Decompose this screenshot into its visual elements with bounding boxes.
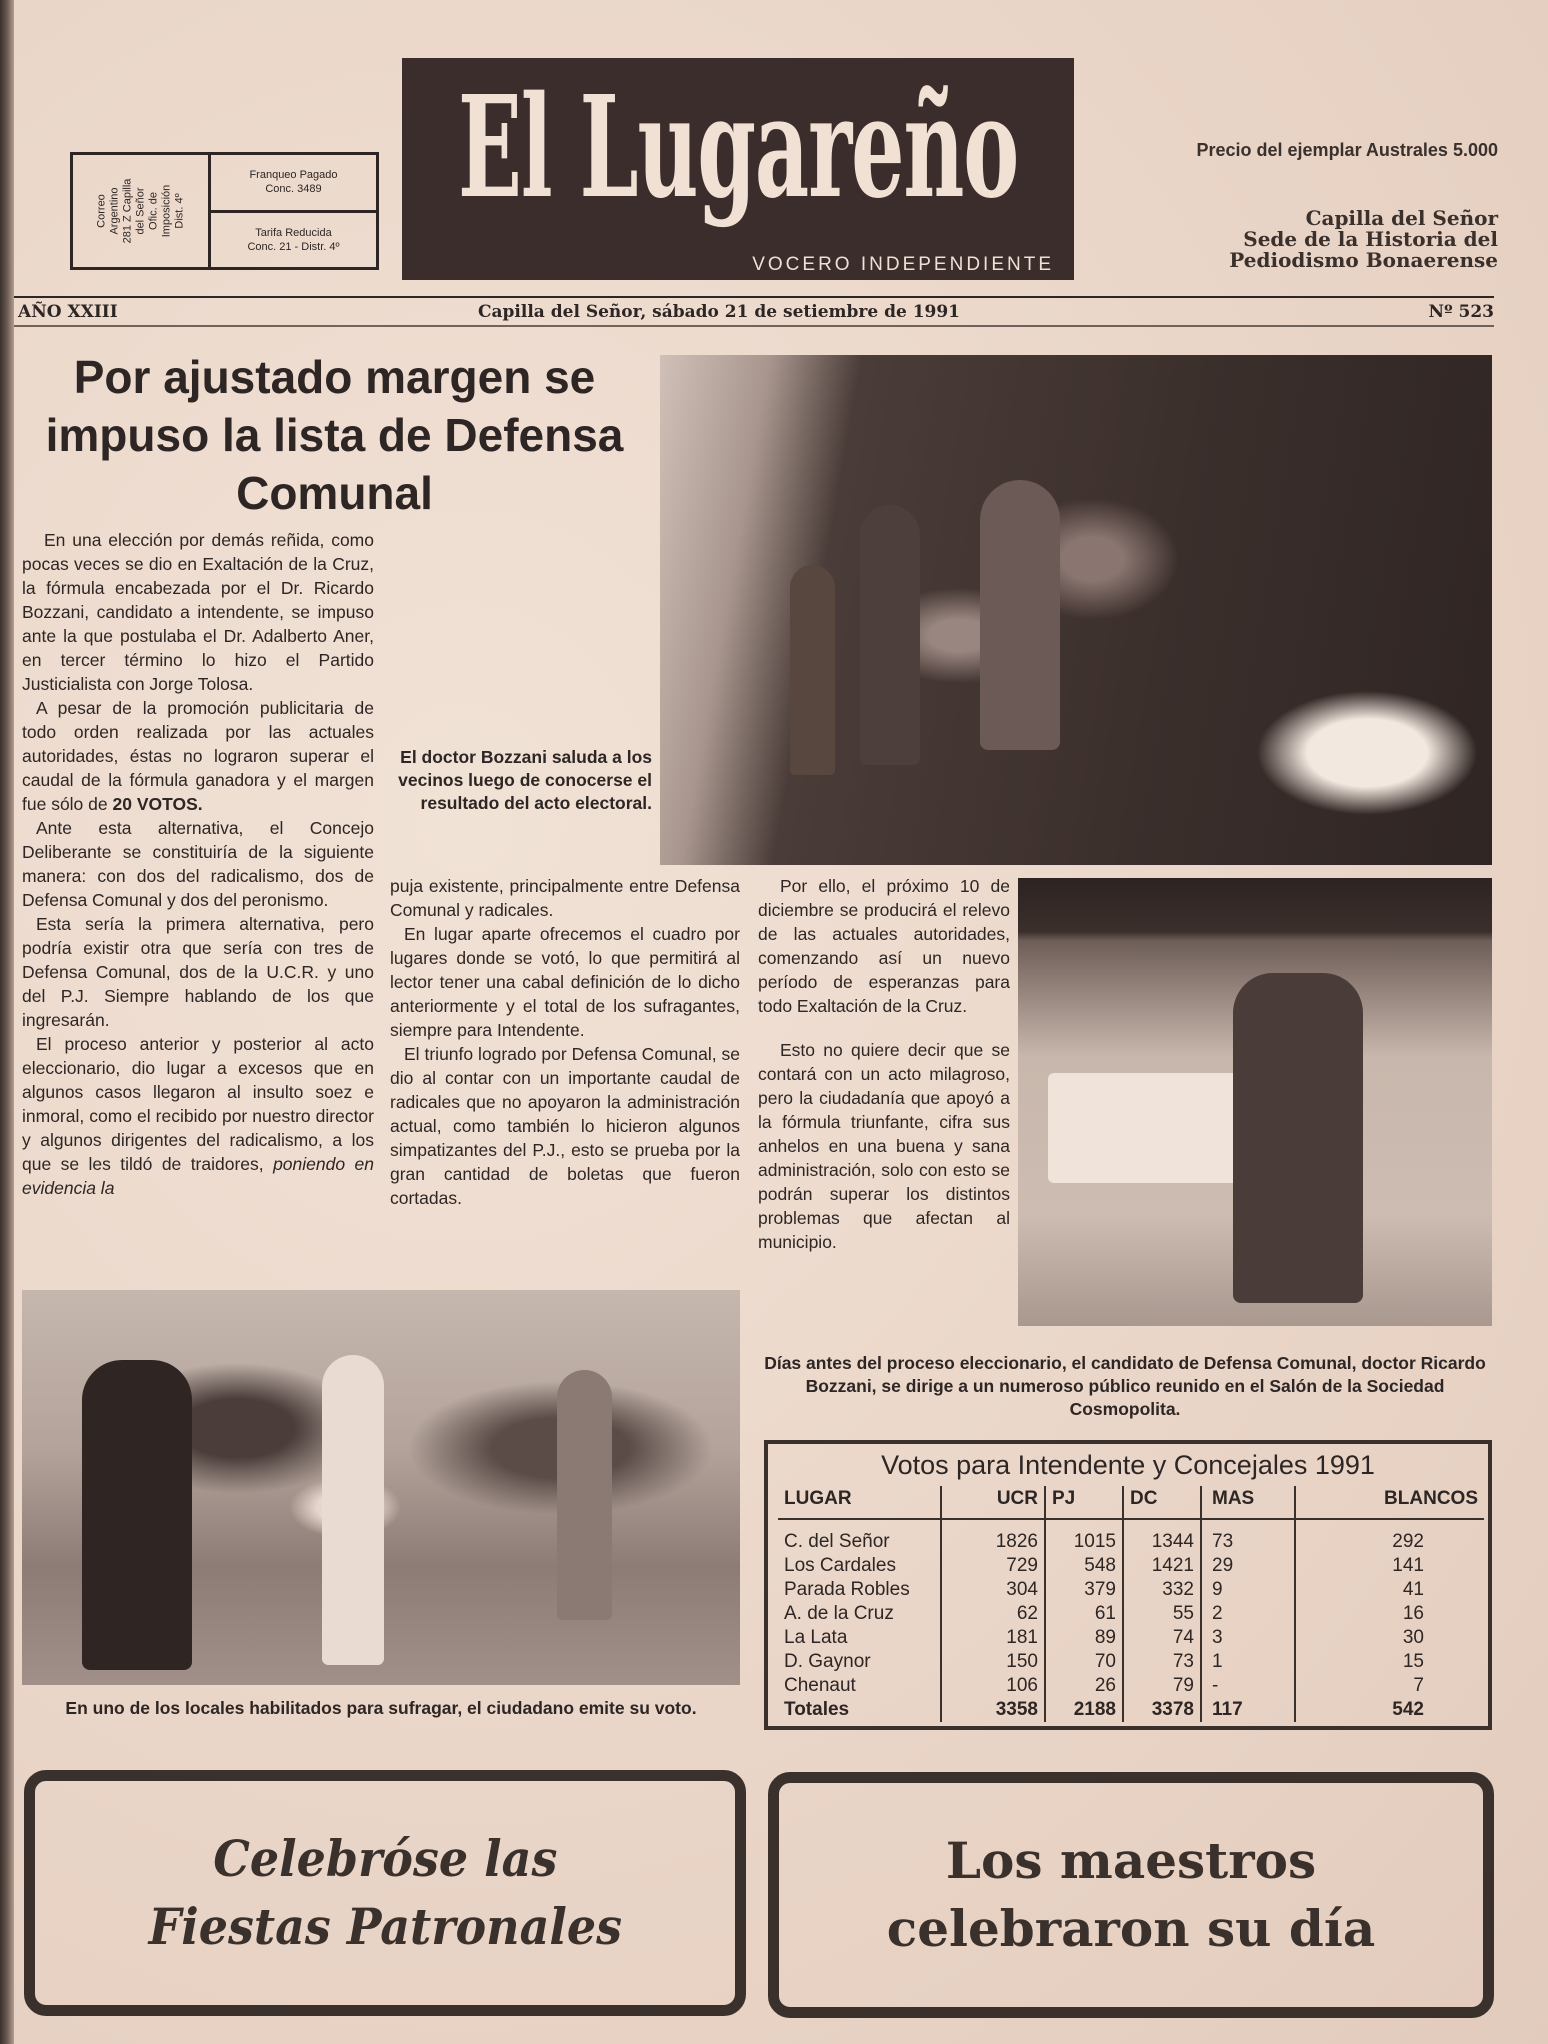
caption-speaker-photo: Días antes del proceso eleccionario, el candidato de Defensa Comunal, doctor Ricardo Bozzani, se dirige a un numeroso público reunido en el Salón de la Sociedad Cosmopolita.	[764, 1353, 1486, 1419]
postal-line: Argentino	[108, 187, 120, 235]
postal-tarifa-cell	[211, 210, 376, 268]
paragraph-text: El proceso anterior y posterior al acto eleccionario, dio lugar a excesos que en algunos casos llegaron al insulto soez e inmoral, como el recibido por nuestro director y algunos dirigentes del radicalismo, a los que se les tildó de traidores,	[22, 1034, 374, 1174]
place-date: Capilla del Señor, sábado 21 de setiembre de 1991	[478, 302, 961, 322]
photo-figure	[1233, 973, 1363, 1303]
postal-line: Ofic. de	[147, 192, 159, 230]
teaser-line: celebraron su día	[886, 1899, 1376, 1958]
paragraph-bold: 20 VOTOS.	[112, 794, 203, 814]
teaser-headline	[148, 1825, 621, 1961]
cell-ucr: 3358	[941, 1698, 1045, 1722]
cell-ucr: 150	[941, 1650, 1045, 1674]
photo-voting-room	[22, 1290, 740, 1685]
price-line: Precio del ejemplar Australes 5.000	[1196, 140, 1498, 160]
year-label: AÑO XXIII	[18, 302, 118, 322]
postal-tarifa-line: Conc. 21 - Distr. 4º	[247, 240, 340, 253]
cell-lugar: Los Cardales	[784, 1555, 896, 1576]
photo-bozzani-speech	[1018, 878, 1492, 1326]
caption-voting-photo: En uno de los locales habilitados para sufragar, el ciudadano emite su voto.	[65, 1698, 697, 1718]
header-lugar: LUGAR	[778, 1486, 941, 1519]
cell-lugar: A. de la Cruz	[784, 1603, 894, 1624]
masthead-title: El Lugareño	[457, 66, 1019, 230]
motto-line: Pediodismo Bonaerense	[1229, 248, 1498, 272]
cell-mas: 73	[1201, 1519, 1295, 1554]
postal-correo-text	[95, 179, 186, 244]
teaser-headline	[887, 1827, 1375, 1963]
photo-figure	[322, 1355, 384, 1665]
paragraph-italic: poniendo en evidencia la	[22, 1154, 374, 1198]
cell-pj: 379	[1045, 1578, 1123, 1602]
main-headline	[22, 348, 647, 522]
cell-mas: 9	[1201, 1578, 1295, 1602]
cell-mas: 2	[1201, 1602, 1295, 1626]
cell-ucr: 729	[941, 1554, 1045, 1578]
cell-lugar: C. del Señor	[784, 1531, 890, 1552]
motto-line: Sede de la Historia del	[1243, 227, 1498, 251]
cell-dc: 74	[1123, 1626, 1201, 1650]
cell-pj: 26	[1045, 1674, 1123, 1698]
teaser-line: Fiestas Patronales	[148, 1897, 622, 1956]
photo-figure	[790, 565, 835, 775]
paragraph: Esta sería la primera alternativa, pero podría existir otra que sería con tres de Defensa Comunal, dos de la U.C.R. y uno del P.J. Siempre hablando de los que ingresarán.	[22, 914, 374, 1030]
teaser-line: Los maestros	[945, 1831, 1317, 1890]
motto	[1229, 208, 1498, 271]
cell-ucr: 62	[941, 1602, 1045, 1626]
cell-mas: -	[1201, 1674, 1295, 1698]
votes-table-row	[778, 1519, 1484, 1554]
paragraph: En una elección por demás reñida, como pocas veces se dio en Exaltación de la Cruz, la fórmula encabezada por el Dr. Ricardo Bozzani, candidato a intendente, se impuso ante la que postulaba el Dr. Adalberto Aner, en tercer término lo hizo el Partido Justicialista con Jorge Tolosa.	[22, 530, 374, 694]
cell-lugar: Parada Robles	[784, 1579, 910, 1600]
cell-blancos: 16	[1295, 1602, 1484, 1626]
votes-table-title: Votos para Intendente y Concejales 1991	[881, 1450, 1375, 1480]
article-column-1	[22, 528, 374, 1200]
page-binding-edge	[0, 0, 14, 2044]
cell-dc: 3378	[1123, 1698, 1201, 1722]
cell-pj: 2188	[1045, 1698, 1123, 1722]
cell-blancos: 15	[1295, 1650, 1484, 1674]
postal-tarifa-line: Tarifa Reducida	[255, 226, 332, 239]
votes-table-row	[778, 1650, 1484, 1674]
postal-line: Imposición	[160, 184, 172, 238]
header-dc: DC	[1123, 1486, 1201, 1519]
paragraph-text: A pesar de la promoción publicitaria de todo orden realizada por las actuales autoridades, éstas no lograron superar el caudal de la fórmula ganadora y el margen fue sólo de	[22, 698, 374, 814]
header-mas: MAS	[1201, 1486, 1295, 1519]
headline-line: Por ajustado margen se	[73, 351, 596, 403]
cell-pj: 61	[1045, 1602, 1123, 1626]
votes-table	[778, 1486, 1484, 1722]
teaser-fiestas-patronales[interactable]	[24, 1770, 746, 2016]
article-column-3	[758, 874, 1010, 1254]
votes-table-row	[778, 1578, 1484, 1602]
cell-pj: 70	[1045, 1650, 1123, 1674]
postal-line: 281 Z Capilla	[121, 178, 133, 244]
cell-mas: 29	[1201, 1554, 1295, 1578]
postal-line: Correo	[95, 194, 107, 228]
cell-pj: 1015	[1045, 1519, 1123, 1554]
cell-dc: 73	[1123, 1650, 1201, 1674]
paragraph: puja existente, principalmente entre Defensa Comunal y radicales.	[390, 876, 740, 920]
photo-figure	[980, 480, 1060, 750]
votes-table-header-row	[778, 1486, 1484, 1519]
dateline-rule-top	[14, 296, 1494, 298]
cell-lugar: La Lata	[784, 1627, 848, 1648]
paragraph: Ante esta alternativa, el Concejo Deliberante se constituiría de la siguiente manera: con dos del radicalismo, dos de Defensa Comunal y dos del peronismo.	[22, 818, 374, 910]
postal-franqueo-line: Franqueo Pagado	[249, 169, 338, 182]
header-ucr: UCR	[941, 1486, 1045, 1519]
cell-dc: 55	[1123, 1602, 1201, 1626]
cell-mas: 1	[1201, 1650, 1295, 1674]
caption-night-photo: El doctor Bozzani saluda a los vecinos luego de conocerse el resultado del acto electoral.	[398, 747, 652, 813]
votes-table-row	[778, 1626, 1484, 1650]
cell-blancos: 542	[1295, 1698, 1484, 1722]
article-column-2	[390, 874, 740, 1210]
paragraph: Esto no quiere decir que se contará con un acto milagroso, pero la ciudadanía que apoyó a la fórmula triunfante, cifra sus anhelos en una buena y sana administración, solo con esto se podrán superar los distintos problemas que afectan al municipio.	[758, 1040, 1010, 1252]
cell-dc: 79	[1123, 1674, 1201, 1698]
postal-line: Dist. 4º	[173, 193, 185, 229]
photo-figure	[557, 1370, 612, 1620]
cell-lugar: Totales	[784, 1699, 850, 1720]
masthead-subtitle: VOCERO INDEPENDIENTE	[752, 254, 1054, 275]
votes-table-box	[764, 1440, 1492, 1730]
cell-blancos: 7	[1295, 1674, 1484, 1698]
postal-line: del Señor	[134, 187, 146, 235]
cell-ucr: 106	[941, 1674, 1045, 1698]
dateline-rule-bottom	[14, 325, 1494, 327]
votes-table-row	[778, 1602, 1484, 1626]
paragraph: El triunfo logrado por Defensa Comunal, se dio al contar con un importante caudal de radicales que no apoyaron la administración actual, como también lo hicieron algunos simpatizantes del P.J., esto se prueba por la gran cantidad de boletas que fueron cortadas.	[390, 1044, 740, 1208]
cell-blancos: 141	[1295, 1554, 1484, 1578]
cell-blancos: 30	[1295, 1626, 1484, 1650]
postal-franqueo-line: Conc. 3489	[265, 183, 322, 196]
votes-table-row	[778, 1674, 1484, 1698]
votes-table-totals-row	[778, 1698, 1484, 1722]
motto-line: Capilla del Señor	[1305, 206, 1498, 230]
issue-number: Nº 523	[1428, 302, 1494, 322]
cell-blancos: 292	[1295, 1519, 1484, 1554]
paragraph	[22, 696, 374, 816]
cell-dc: 1421	[1123, 1554, 1201, 1578]
cell-lugar: D. Gaynor	[784, 1651, 871, 1672]
cell-pj: 548	[1045, 1554, 1123, 1578]
cell-ucr: 304	[941, 1578, 1045, 1602]
cell-ucr: 1826	[941, 1519, 1045, 1554]
photo-figure	[860, 505, 920, 765]
cell-mas: 3	[1201, 1626, 1295, 1650]
paragraph: En lugar aparte ofrecemos el cuadro por lugares donde se votó, lo que permitirá al lector tener una cabal definición de lo dicho anteriormente y el total de los sufragantes, siempre para Intendente.	[390, 924, 740, 1040]
photo-figure	[82, 1360, 192, 1670]
cell-pj: 89	[1045, 1626, 1123, 1650]
header-blancos: BLANCOS	[1295, 1486, 1484, 1519]
masthead	[402, 58, 1074, 280]
cell-mas: 117	[1201, 1698, 1295, 1722]
headline-line: impuso la lista de Defensa	[45, 409, 624, 461]
cell-blancos: 41	[1295, 1578, 1484, 1602]
paragraph: Por ello, el próximo 10 de diciembre se producirá el relevo de las actuales autoridades, comenzando así un nuevo período de esperanzas para todo Exaltación de la Cruz.	[758, 876, 1010, 1016]
teaser-line: Celebróse las	[212, 1829, 558, 1888]
teaser-maestros[interactable]	[768, 1772, 1494, 2018]
cell-ucr: 181	[941, 1626, 1045, 1650]
header-pj: PJ	[1045, 1486, 1123, 1519]
postal-franqueo-cell	[211, 155, 376, 210]
paragraph	[22, 1032, 374, 1200]
votes-table-row	[778, 1554, 1484, 1578]
postal-franking-box	[70, 152, 379, 270]
postal-correo-cell	[73, 155, 211, 267]
cell-lugar: Chenaut	[784, 1675, 856, 1696]
photo-bozzani-greeting	[660, 355, 1492, 865]
cell-dc: 1344	[1123, 1519, 1201, 1554]
headline-line: Comunal	[236, 467, 433, 519]
cell-dc: 332	[1123, 1578, 1201, 1602]
